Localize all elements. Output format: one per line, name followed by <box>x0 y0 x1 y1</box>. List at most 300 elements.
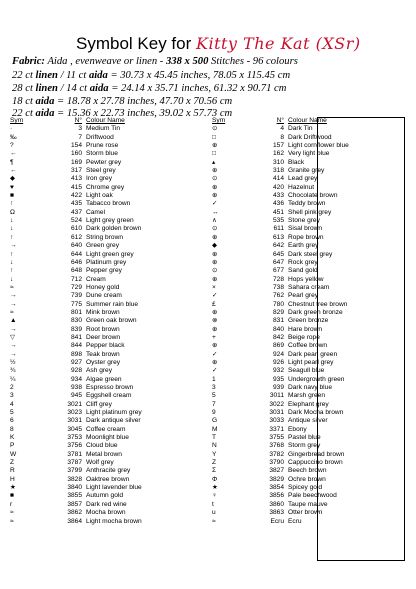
number-cell: 3782 <box>269 450 284 458</box>
table-row <box>10 484 210 492</box>
colour-name-cell: Green grey <box>86 242 119 250</box>
colour-name-cell: Shell pink grey <box>288 208 332 216</box>
stitch-count: 338 x 500 <box>166 56 209 67</box>
number-cell: 677 <box>272 267 284 275</box>
colour-name-cell: Iron grey <box>86 175 113 183</box>
colour-name-cell: Rope brown <box>288 233 324 241</box>
table-row <box>212 317 412 325</box>
number-cell: 775 <box>70 300 82 308</box>
colour-name-cell: Dark golden brown <box>86 225 142 233</box>
symbol-cell: K <box>10 434 15 442</box>
number-cell: 160 <box>70 150 82 158</box>
symbol-cell: ✓ <box>212 200 218 208</box>
col-colour-name: Colour Name <box>288 117 327 124</box>
colour-name-cell: Beech brown <box>288 467 327 475</box>
number-cell: 8 <box>280 133 284 141</box>
table-row <box>212 359 412 367</box>
table-row <box>212 434 412 442</box>
table-row <box>10 200 210 208</box>
number-cell: 3023 <box>67 409 82 417</box>
symbol-cell: ⊕ <box>212 358 218 366</box>
size-line-1 <box>12 70 290 82</box>
number-cell: 433 <box>272 192 284 200</box>
colour-name-cell: Otter brown <box>288 509 323 517</box>
symbol-cell: ↑ <box>10 233 14 241</box>
colour-name-cell: Sahara cream <box>288 283 330 291</box>
colour-name-cell: Teak brown <box>86 350 120 358</box>
symbol-cell: ‰ <box>10 133 17 141</box>
symbol-cell: 1 <box>212 375 216 383</box>
symbol-cell: ≈ <box>212 517 216 525</box>
number-cell: 612 <box>70 233 82 241</box>
symbol-cell: → <box>10 350 17 358</box>
number-cell: 3031 <box>269 409 284 417</box>
symbol-cell: ↑ <box>10 267 14 275</box>
table-row <box>10 451 210 459</box>
number-cell: 739 <box>70 292 82 300</box>
colour-name-cell: Dark Driftwood <box>288 133 332 141</box>
colour-name-cell: Pastel blue <box>288 434 321 442</box>
colour-name-cell: Beige rope <box>288 333 320 341</box>
table-row <box>212 476 412 484</box>
colour-name-cell: Green bronze <box>288 317 329 325</box>
colour-name-cell: Oaktree brown <box>86 475 130 483</box>
size-fabric: aida <box>35 96 55 107</box>
number-cell: 317 <box>70 167 82 175</box>
symbol-cell: ≈ <box>10 308 14 316</box>
number-cell: 3768 <box>269 442 284 450</box>
table-row <box>10 342 210 350</box>
number-cell: 3840 <box>67 484 82 492</box>
colour-name-cell: Chrome grey <box>86 183 125 191</box>
table-row <box>212 301 412 309</box>
colour-name-cell: Light platinum grey <box>86 409 142 417</box>
table-row <box>10 134 210 142</box>
colour-name-cell: Anthracite grey <box>86 467 131 475</box>
number-cell: 154 <box>70 142 82 150</box>
symbol-cell: ■ <box>10 492 14 500</box>
number-cell: 3857 <box>67 500 82 508</box>
number-cell: 3860 <box>269 500 284 508</box>
col-number: N° <box>74 117 82 124</box>
table-row <box>10 217 210 225</box>
number-cell: 3827 <box>269 467 284 475</box>
size-fabric: linen <box>35 70 58 81</box>
table-row <box>10 142 210 150</box>
colour-name-cell: Camel <box>86 208 106 216</box>
number-cell: 840 <box>272 325 284 333</box>
number-cell: 644 <box>70 250 82 258</box>
colour-name-cell: Cliff grey <box>86 400 112 408</box>
table-row <box>10 234 210 242</box>
table-row <box>212 276 412 284</box>
size-dimensions: = 30.73 x 45.45 inches, 78.05 x 115.45 cm <box>110 70 291 81</box>
number-cell: Ecru <box>270 517 284 525</box>
table-row <box>212 125 412 133</box>
table-row <box>10 175 210 183</box>
table-row <box>212 367 412 375</box>
table-row <box>10 392 210 400</box>
colour-name-cell: Dark Tin <box>288 125 313 133</box>
table-row <box>212 134 412 142</box>
symbol-cell: ▲ <box>10 317 17 325</box>
colour-name-cell: Stone grey <box>288 217 320 225</box>
table-row <box>10 159 210 167</box>
colour-name-cell: Light green grey <box>86 250 134 258</box>
table-row <box>10 351 210 359</box>
colour-name-cell: Teddy brown <box>288 200 326 208</box>
table-row <box>10 376 210 384</box>
fabric-text: Aida , evenweave or linen - <box>47 56 164 67</box>
symbol-cell: ⊕ <box>212 342 218 350</box>
size-line-2 <box>12 83 286 95</box>
size-count: 18 ct <box>12 96 33 107</box>
col-sym: Sym <box>10 117 24 124</box>
number-cell: 3854 <box>269 484 284 492</box>
symbol-cell: × <box>212 283 216 291</box>
size-count: 22 ct <box>12 108 33 119</box>
number-cell: 318 <box>272 167 284 175</box>
colour-name-cell: Summer rain blue <box>86 300 139 308</box>
table-row <box>10 192 210 200</box>
colour-name-cell: Very light blue <box>288 150 330 158</box>
colour-name-cell: Light mocha brown <box>86 517 142 525</box>
number-cell: 420 <box>272 183 284 191</box>
table-row <box>212 284 412 292</box>
colour-name-cell: Coffee cream <box>86 425 126 433</box>
table-row <box>10 225 210 233</box>
number-cell: 3753 <box>67 434 82 442</box>
colour-name-cell: Ebony <box>288 425 307 433</box>
colour-name-cell: Ecru <box>288 517 302 525</box>
number-cell: 437 <box>70 208 82 216</box>
colour-name-cell: Pale beechwood <box>288 492 337 500</box>
colour-name-cell: Chocolate brown <box>288 192 338 200</box>
symbol-cell: ? <box>10 142 14 150</box>
colour-name-cell: Rock grey <box>288 258 318 266</box>
size-fabric: aida <box>35 108 55 119</box>
symbol-cell: · <box>10 125 13 133</box>
table-row <box>212 242 412 250</box>
symbol-cell: □ <box>212 133 216 141</box>
colour-name-cell: Medium Tin <box>86 125 121 133</box>
table-row <box>10 434 210 442</box>
symbol-cell: ♀ <box>212 492 217 500</box>
table-row <box>10 259 210 267</box>
symbol-cell: 4 <box>10 400 14 408</box>
number-cell: 3855 <box>67 492 82 500</box>
table-row <box>10 476 210 484</box>
table-row <box>212 217 412 225</box>
number-cell: 3022 <box>269 400 284 408</box>
symbol-table-left <box>10 117 210 526</box>
number-cell: 415 <box>70 183 82 191</box>
table-row <box>10 409 210 417</box>
colour-name-cell: Sand gold <box>288 267 318 275</box>
table-row <box>212 459 412 467</box>
number-cell: 7 <box>78 133 82 141</box>
table-row <box>10 509 210 517</box>
symbol-cell: ■ <box>10 192 14 200</box>
symbol-cell: → <box>10 242 17 250</box>
colour-name-cell: Pearl grey <box>288 292 319 300</box>
colour-name-cell: Deer brown <box>86 333 121 341</box>
symbol-cell: ✓ <box>212 292 218 300</box>
table-row <box>212 409 412 417</box>
symbol-cell: ▽ <box>10 333 16 341</box>
number-cell: 927 <box>70 358 82 366</box>
symbol-cell: ∧ <box>212 217 217 225</box>
colour-name-cell: Cloud blue <box>86 442 118 450</box>
colour-name-cell: Granite grey <box>288 167 325 175</box>
table-row <box>212 251 412 259</box>
number-cell: 157 <box>272 142 284 150</box>
table-row <box>212 192 412 200</box>
number-cell: 829 <box>272 308 284 316</box>
table-row <box>10 317 210 325</box>
symbol-cell: □ <box>212 150 216 158</box>
table-row <box>10 150 210 158</box>
colour-name-cell: Gingerbread brown <box>288 450 345 458</box>
size-count-2: / 11 ct <box>60 70 87 81</box>
number-cell: 926 <box>272 358 284 366</box>
colour-name-cell: Hops yellow <box>288 275 324 283</box>
number-cell: 3828 <box>67 475 82 483</box>
colour-name-cell: Light oak <box>86 192 113 200</box>
symbol-cell: Z <box>212 459 217 467</box>
number-cell: 3045 <box>67 425 82 433</box>
number-cell: 935 <box>272 375 284 383</box>
colour-name-cell: Lead grey <box>288 175 318 183</box>
col-number: N° <box>276 117 284 124</box>
colour-name-cell: Cream <box>86 275 106 283</box>
number-cell: 3 <box>78 125 82 133</box>
table-row <box>10 459 210 467</box>
symbol-cell: ⊕ <box>212 258 218 266</box>
number-cell: 3755 <box>269 434 284 442</box>
symbol-cell: ⊙ <box>212 175 218 183</box>
symbol-cell: P <box>10 442 15 450</box>
table-row <box>212 376 412 384</box>
symbol-cell: ⊗ <box>212 317 218 325</box>
table-row <box>10 359 210 367</box>
table-row <box>212 309 412 317</box>
table-row <box>212 267 412 275</box>
number-cell: 3790 <box>269 459 284 467</box>
colour-name-cell: Prune rose <box>86 142 119 150</box>
table-row <box>212 467 412 475</box>
symbol-cell: R <box>10 467 15 475</box>
symbol-cell: ⊕ <box>212 233 218 241</box>
number-cell: 451 <box>272 208 284 216</box>
table-row <box>10 242 210 250</box>
symbol-cell: ⊕ <box>212 192 218 200</box>
symbol-cell: → <box>10 300 17 308</box>
table-row <box>212 451 412 459</box>
table-row <box>212 384 412 392</box>
symbol-cell: ↑ <box>10 200 14 208</box>
symbol-cell: ↓ <box>10 275 14 283</box>
table-row <box>10 267 210 275</box>
colour-name-cell: Wolf grey <box>86 459 114 467</box>
fabric-label: Fabric: <box>12 56 45 67</box>
table-row <box>10 309 210 317</box>
symbol-cell: → <box>10 325 17 333</box>
colour-name-cell: Elephant grey <box>288 400 329 408</box>
table-header <box>212 117 412 125</box>
symbol-cell: 3 <box>10 392 14 400</box>
colour-name-cell: Undergrowth green <box>288 375 345 383</box>
colour-name-cell: Algae green <box>86 375 122 383</box>
number-cell: 869 <box>272 342 284 350</box>
symbol-cell: ▴ <box>212 158 216 166</box>
number-cell: 169 <box>70 158 82 166</box>
colour-name-cell: Cappuccino brown <box>288 459 343 467</box>
table-row <box>212 351 412 359</box>
table-row <box>10 518 210 526</box>
colour-name-cell: Green oak brown <box>86 317 137 325</box>
number-cell: 830 <box>70 317 82 325</box>
colour-name-cell: Pepper grey <box>86 267 122 275</box>
symbol-cell: ⊙ <box>212 125 218 133</box>
number-cell: 831 <box>272 317 284 325</box>
size-count: 22 ct <box>12 70 33 81</box>
symbol-cell: 2 <box>10 384 14 391</box>
symbol-cell: + <box>212 333 216 341</box>
symbol-cell: ≈ <box>10 517 14 525</box>
number-cell: 3829 <box>269 475 284 483</box>
size-line-3 <box>12 96 232 108</box>
number-cell: 414 <box>272 175 284 183</box>
colour-name-cell: Spicey gold <box>288 484 323 492</box>
colour-name-cell: Seagull blue <box>288 367 325 375</box>
table-row <box>212 150 412 158</box>
symbol-cell: u <box>212 509 216 517</box>
number-cell: 3031 <box>67 417 82 425</box>
colour-name-cell: Metal brown <box>86 450 122 458</box>
symbol-cell: 5 <box>212 392 216 400</box>
number-cell: 3862 <box>67 509 82 517</box>
table-row <box>10 492 210 500</box>
symbol-cell: ⊙ <box>212 267 218 275</box>
symbol-cell: M <box>212 425 218 433</box>
table-row <box>212 184 412 192</box>
number-cell: 780 <box>272 300 284 308</box>
symbol-cell: ¾ <box>10 367 16 375</box>
symbol-cell: H <box>10 475 15 483</box>
symbol-cell: → <box>10 342 17 350</box>
symbol-cell: ← <box>10 167 17 175</box>
number-cell: 928 <box>70 367 82 375</box>
symbol-cell: £ <box>212 300 216 308</box>
table-row <box>10 442 210 450</box>
table-row <box>10 184 210 192</box>
number-cell: 3856 <box>269 492 284 500</box>
symbol-cell: ½ <box>10 358 16 366</box>
table-row <box>212 142 412 150</box>
colour-name-cell: Hazelnut <box>288 183 315 191</box>
symbol-cell: ↔ <box>212 208 219 216</box>
stitch-suffix: Stitches - 96 colours <box>211 56 298 67</box>
col-sym: Sym <box>212 117 226 124</box>
colour-name-cell: Coffee brown <box>288 342 328 350</box>
symbol-cell: G <box>212 417 218 425</box>
symbol-cell: ⊕ <box>212 167 218 175</box>
number-cell: 310 <box>272 158 284 166</box>
table-row <box>10 276 210 284</box>
number-cell: 4 <box>280 125 284 133</box>
table-row <box>212 326 412 334</box>
symbol-cell: → <box>10 292 17 300</box>
colour-name-cell: Earth grey <box>288 242 319 250</box>
colour-name-cell: Black <box>288 158 305 166</box>
symbol-table-right <box>212 117 412 526</box>
symbol-cell: T <box>212 434 217 442</box>
symbol-cell: W <box>10 450 17 458</box>
number-cell: 762 <box>272 292 284 300</box>
number-cell: 524 <box>70 217 82 225</box>
size-dimensions: = 15.36 x 22.73 inches, 39.02 x 57.73 cm <box>57 108 233 119</box>
number-cell: 3011 <box>269 392 284 400</box>
number-cell: 435 <box>70 200 82 208</box>
symbol-cell: ✓ <box>212 367 218 375</box>
table-row <box>10 384 210 392</box>
colour-name-cell: Pepper black <box>86 342 125 350</box>
colour-name-cell: Storm grey <box>288 442 321 450</box>
number-cell: 162 <box>272 150 284 158</box>
table-row <box>212 492 412 500</box>
number-cell: 642 <box>272 242 284 250</box>
colour-name-cell: Dark green bronze <box>288 308 343 316</box>
table-row <box>212 417 412 425</box>
symbol-cell: ⊕ <box>212 142 218 150</box>
number-cell: 640 <box>70 242 82 250</box>
symbol-cell: 5 <box>10 409 14 417</box>
table-row <box>10 426 210 434</box>
colour-name-cell: String brown <box>86 233 124 241</box>
number-cell: 801 <box>70 308 82 316</box>
symbol-cell: ★ <box>10 484 16 492</box>
number-cell: 728 <box>272 275 284 283</box>
colour-name-cell: Ochre brown <box>288 475 326 483</box>
number-cell: 645 <box>272 250 284 258</box>
number-cell: 610 <box>70 225 82 233</box>
table-row <box>212 484 412 492</box>
number-cell: 3799 <box>67 467 82 475</box>
symbol-cell: 8 <box>10 425 14 433</box>
table-row <box>212 501 412 509</box>
number-cell: 535 <box>272 217 284 225</box>
number-cell: 898 <box>70 350 82 358</box>
symbol-cell: ¶ <box>10 158 14 166</box>
table-row <box>212 509 412 517</box>
symbol-cell: ✓ <box>212 350 218 358</box>
number-cell: 3756 <box>67 442 82 450</box>
symbol-cell: ⊕ <box>212 308 218 316</box>
number-cell: 648 <box>70 267 82 275</box>
colour-name-cell: Moonlight blue <box>86 434 129 442</box>
symbol-cell: ⊕ <box>212 325 218 333</box>
number-cell: 839 <box>70 325 82 333</box>
colour-name-cell: Dark antique silver <box>86 417 141 425</box>
symbol-cell: 9 <box>212 409 216 417</box>
number-cell: 3021 <box>67 400 82 408</box>
number-cell: 945 <box>70 392 82 400</box>
symbol-cell: ⊕ <box>212 275 218 283</box>
number-cell: 844 <box>70 342 82 350</box>
table-header <box>10 117 210 125</box>
colour-name-cell: Dune cream <box>86 292 122 300</box>
